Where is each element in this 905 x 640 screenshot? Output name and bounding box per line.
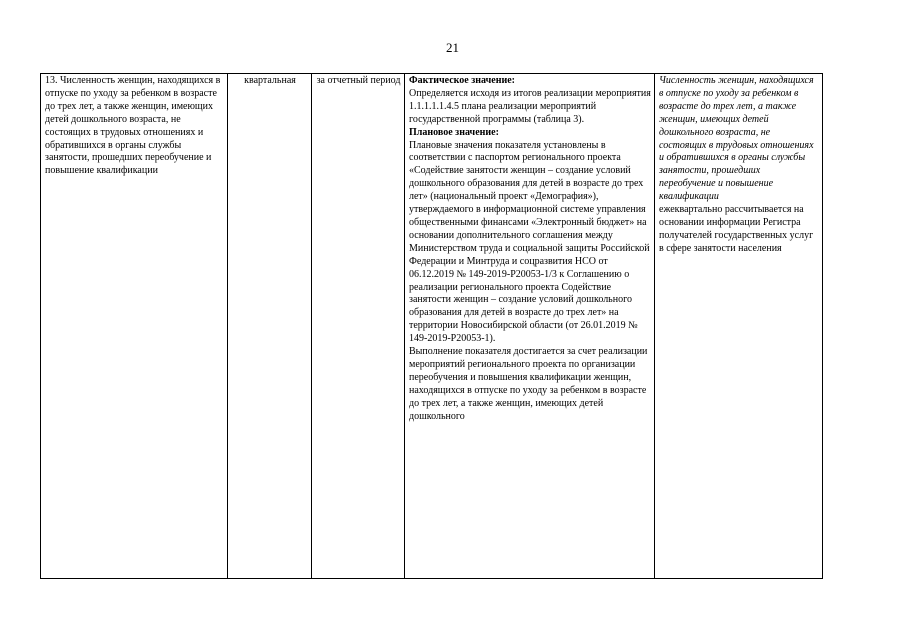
- actual-value-heading: Фактическое значение:: [409, 75, 515, 86]
- indicator-table: [40, 73, 823, 579]
- table-row: [41, 74, 823, 579]
- page-number: 21: [446, 40, 459, 55]
- planned-value-heading: Плановое значение:: [409, 126, 499, 138]
- actual-value-text: Определяется исходя из итогов реализации мероприятия 1.1.1.1.1.4.5 плана реализации мероприятий государственной программы (таблица 3).: [409, 87, 651, 125]
- planned-value-text: Плановые значения показателя установлены в соответствии с паспортом регионального проекта «Содействие занятости женщин – создание условий дошкольного образования для детей в возрасте до трех лет» (национальный проект «Демография»), утверждаемого в информационной системе управления общественными финансами «Электронный бюджет» на основании дополнительного соглашения между Министерством труда и социальной защиты Российской Федерации и Минтруда и соцразвития НСО от 06.12.2019 № 149-2019-Р20053-1/3 к Соглашению о реализации регионального проекта Содействие занятости женщин – создание условий дошкольного образования для детей в возрасте до трех лет» на территории Новосибирской области (от 26.01.2019 № 149-2019-Р20053-1).: [409, 139, 650, 345]
- period-cell: [312, 74, 405, 579]
- indicator-name: 13. Численность женщин, находящихся в отпуске по уходу за ребенком в возрасте до трех лет, а также женщин, имеющих детей дошкольного возраста, не состоящих в трудовых отношениях и обратившихся в органы службы занятости, прошедших переобучение и повышение квалификации: [45, 75, 221, 177]
- reporting-period: за отчетный период: [316, 75, 401, 86]
- periodicity: квартальная: [244, 75, 296, 86]
- data-source-text: ежеквартально рассчитывается на основании информации Регистра получателей государственных услуг в сфере занятости населения: [659, 204, 814, 254]
- methodology-cell: [405, 74, 655, 579]
- indicator-name-cell: [41, 74, 228, 579]
- data-source-cell: [655, 74, 823, 579]
- data-source-italic: Численность женщин, находящихся в отпуске по уходу за ребенком в возрасте до трех лет, а также женщин, имеющих детей дошкольного возраста, не состоящих в трудовых отношениях и обратившихся в органы службы занятости, прошедших переобучение и повышение квалификации: [659, 75, 814, 203]
- periodicity-cell: [228, 74, 312, 579]
- achievement-text: Выполнение показателя достигается за счет реализации мероприятий регионального проекта по организации переобучения и повышения квалификации женщин, находящихся в отпуске по уходу за ребенком в возрасте до трех лет, а также женщин, имеющих детей дошкольного: [409, 346, 648, 422]
